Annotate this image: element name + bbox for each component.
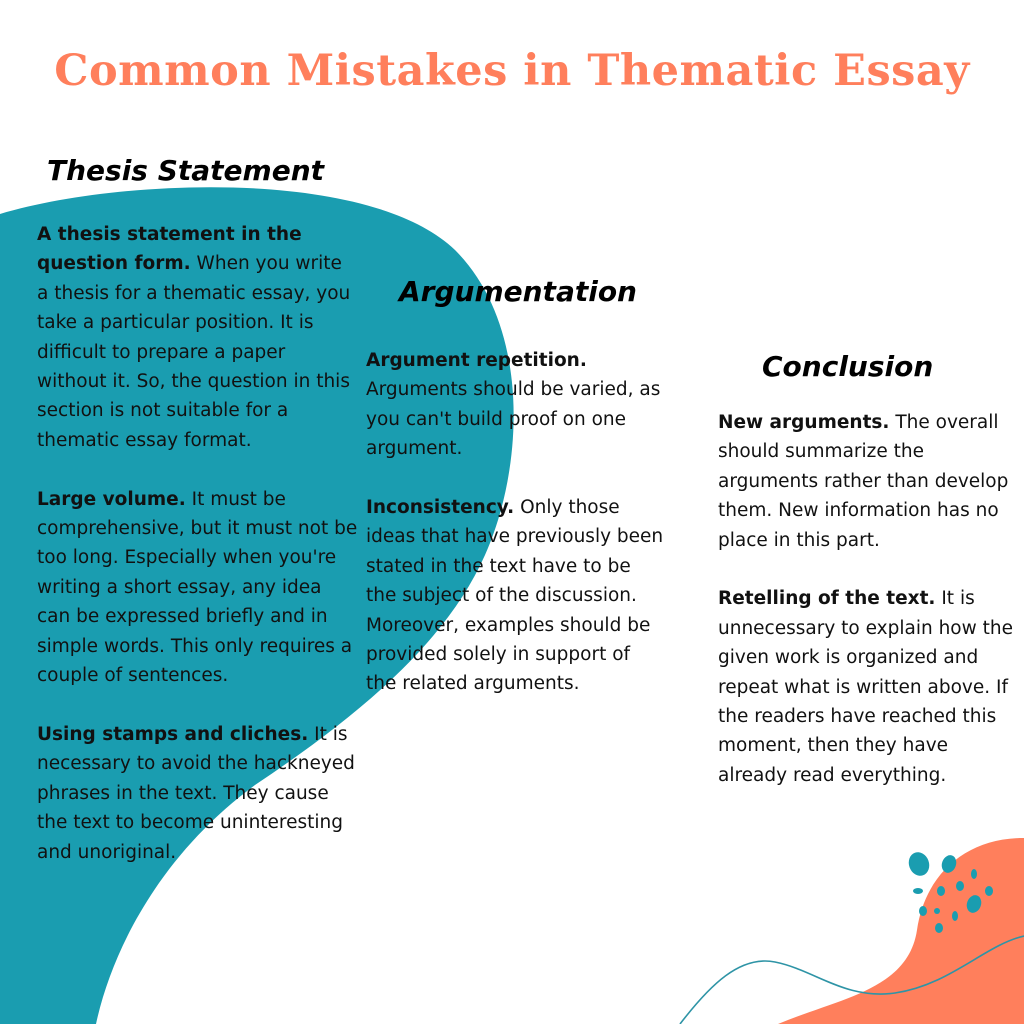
item-lead: Using stamps and cliches. bbox=[37, 723, 309, 745]
item-lead: New arguments. bbox=[718, 412, 890, 433]
item-text: It is unnecessary to explain how the given work is organized and repeat what is written above. If the readers have reached this moment, then they have already read everything. bbox=[718, 588, 1013, 786]
heading-thesis-statement: Thesis Statement bbox=[47, 154, 325, 187]
thesis-statement-column bbox=[37, 220, 359, 896]
item-lead: Retelling of the text. bbox=[718, 588, 936, 610]
list-item bbox=[37, 485, 359, 691]
item-lead: A thesis statement in the question form. bbox=[37, 224, 302, 275]
item-lead: Large volume. bbox=[37, 488, 186, 510]
item-text: It is necessary to avoid the hackneyed phrases in the text. They cause the text to become uninteresting and unoriginal. bbox=[37, 723, 355, 863]
page-title: Common Mistakes in Thematic Essay bbox=[54, 46, 970, 96]
item-lead: Inconsistency. bbox=[366, 497, 515, 519]
list-item bbox=[37, 720, 359, 867]
heading-argumentation: Argumentation bbox=[399, 275, 637, 308]
list-item bbox=[718, 584, 1018, 790]
item-text: The overall should summarize the arguments rather than develop them. New information has no place in this part. bbox=[718, 412, 1009, 551]
item-lead: Argument repetition. bbox=[366, 350, 587, 371]
heading-conclusion: Conclusion bbox=[762, 350, 934, 383]
item-text: Arguments should be varied, as you can't build proof on one argument. bbox=[366, 379, 661, 460]
list-item bbox=[366, 493, 666, 699]
item-text: When you write a thesis for a thematic essay, you take a particular position. It is difficult to prepare a paper without it. So, the question in this section is not suitable for a thematic essay format. bbox=[37, 253, 351, 451]
item-text: It must be comprehensive, but it must not be too long. Especially when you're writing a short essay, any idea can be expressed briefly and in simple words. This only requires a couple of sentences. bbox=[37, 488, 358, 687]
argumentation-column bbox=[366, 346, 666, 728]
conclusion-column bbox=[718, 408, 1018, 820]
list-item bbox=[37, 220, 359, 455]
list-item bbox=[718, 408, 1018, 555]
list-item bbox=[366, 346, 666, 464]
orange-blob bbox=[778, 838, 1024, 1024]
item-text: Only those ideas that have previously been stated in the text have to be the subject of the discussion. Moreover, examples should be provided solely in support of the related arguments. bbox=[366, 497, 664, 695]
